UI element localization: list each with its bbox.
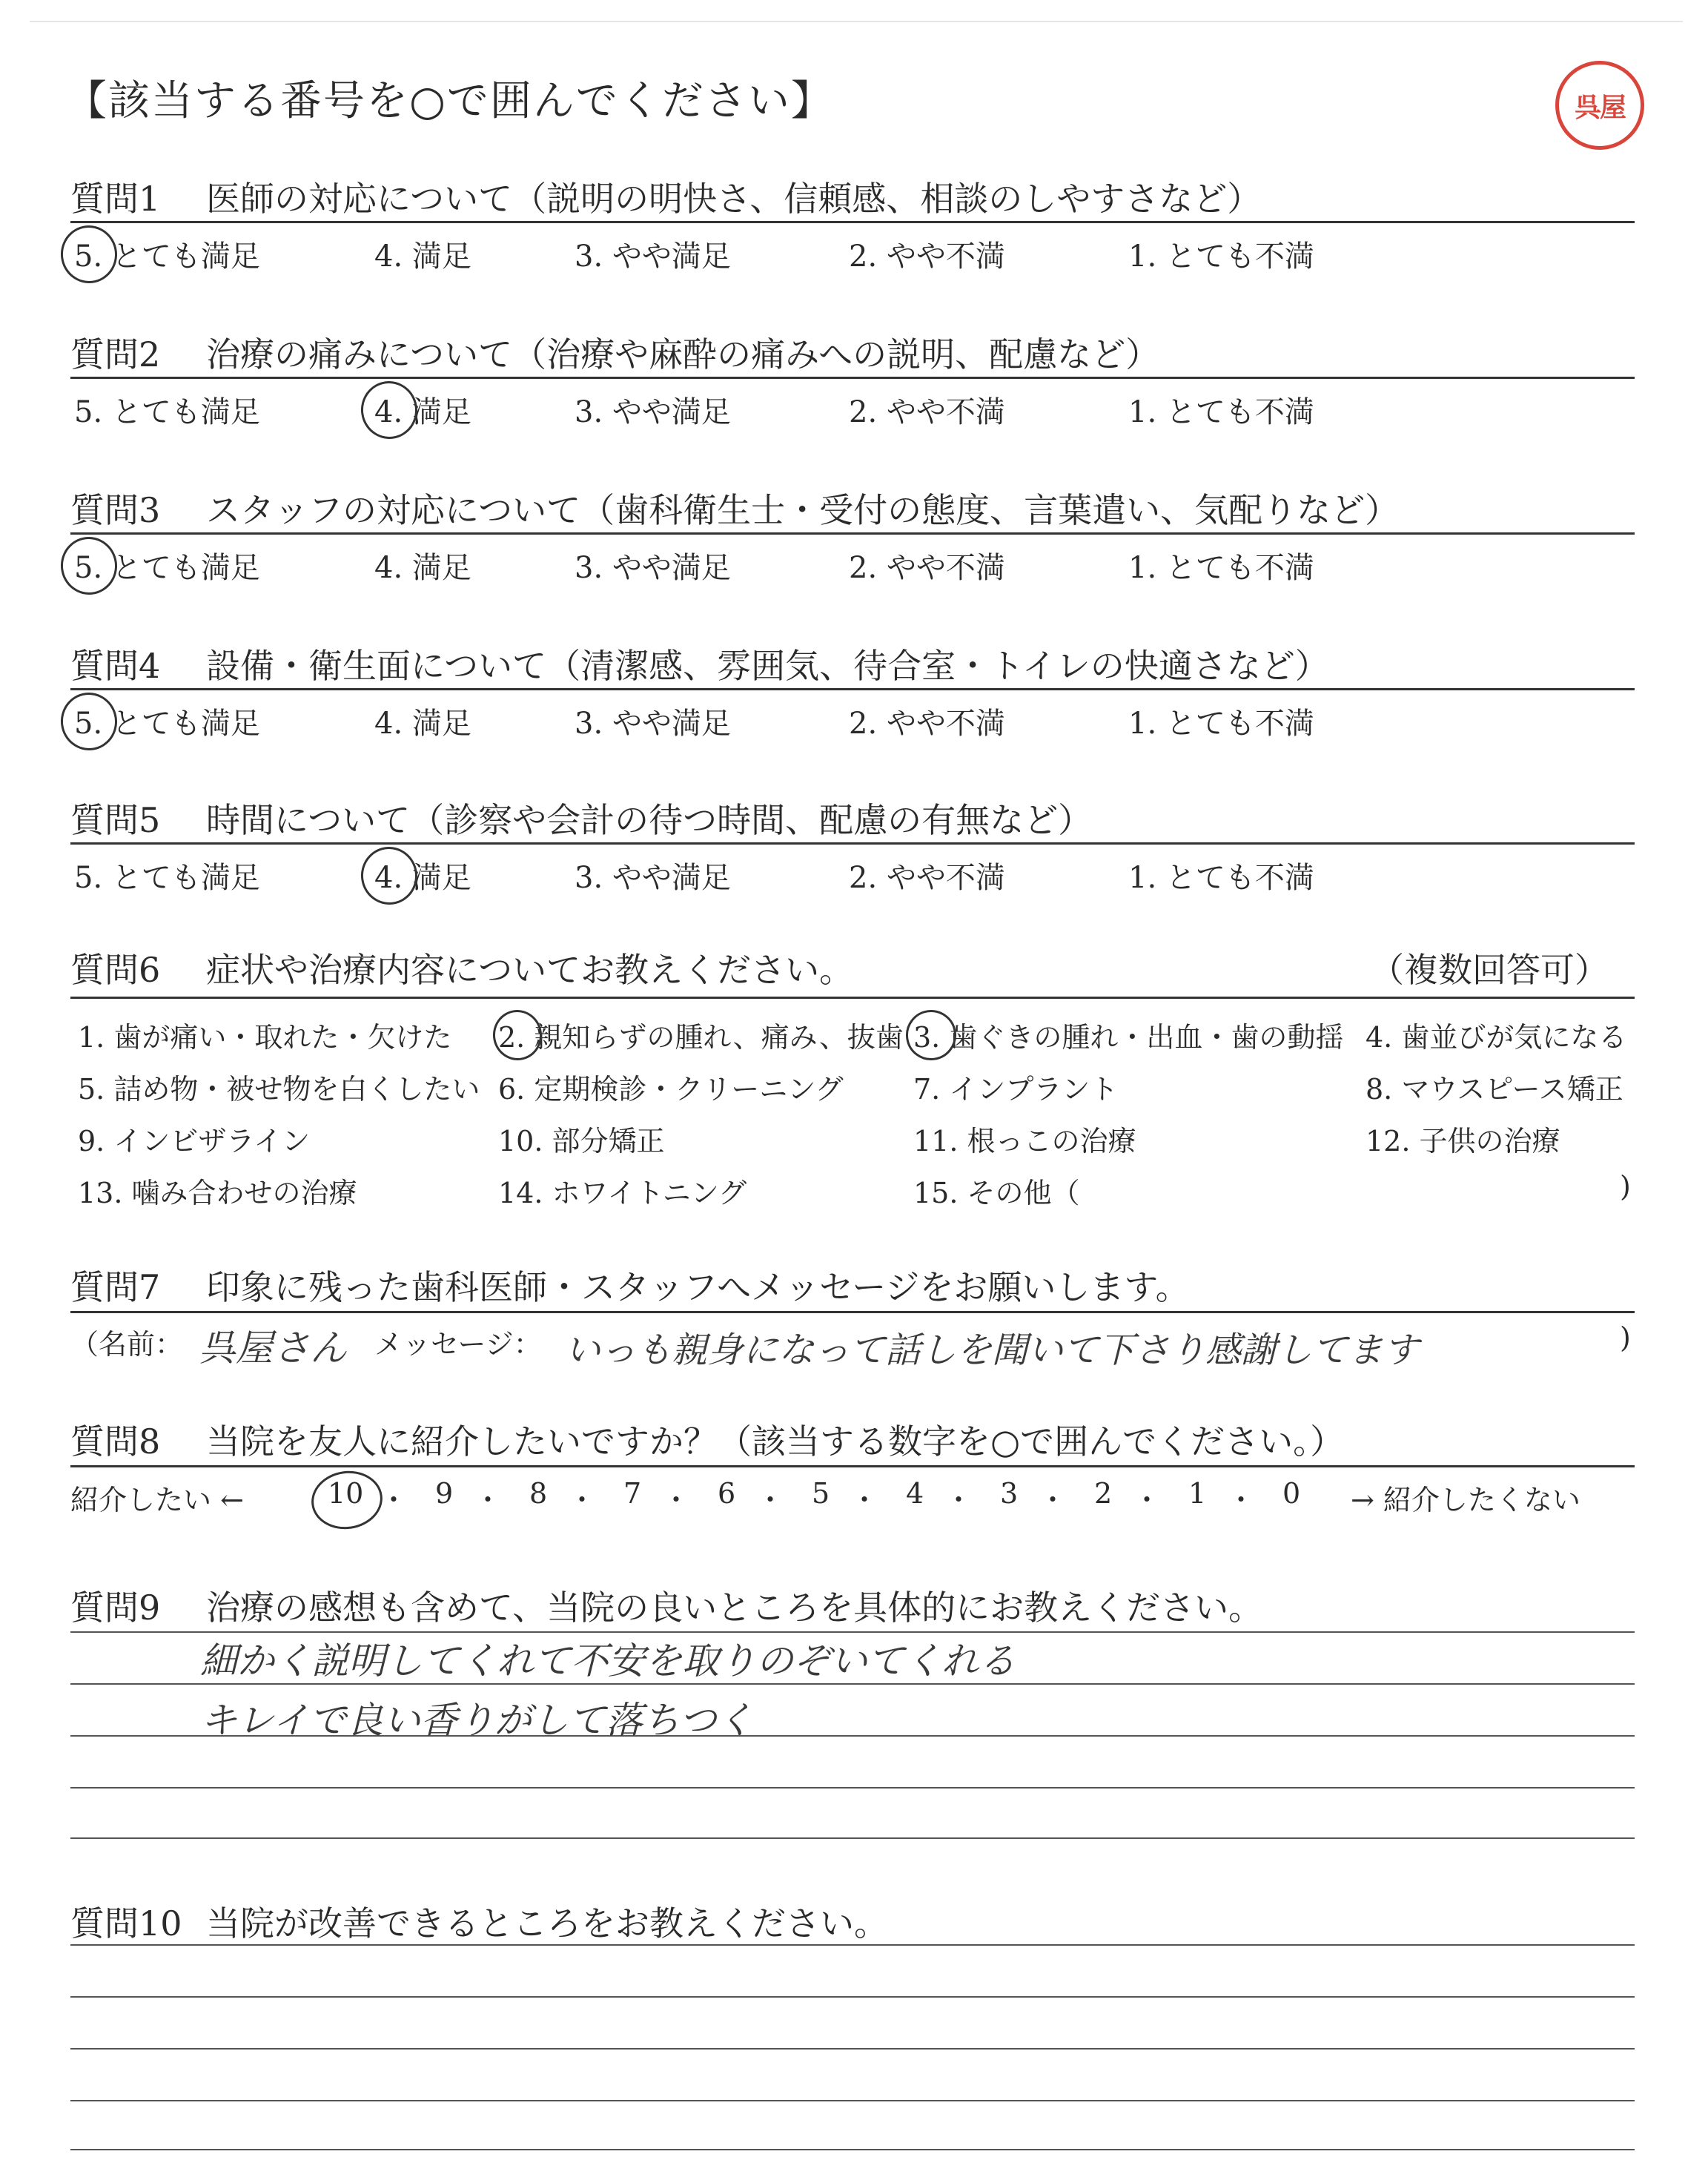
q4-option-1[interactable]: 1. とても不満 bbox=[1128, 707, 1314, 741]
q5-text: 時間について（診察や会計の待つ時間、配慮の有無など） bbox=[206, 800, 1093, 840]
q5-option-3[interactable]: 3. やや満足 bbox=[575, 861, 731, 895]
q6-option-9[interactable]: 9. インビザライン bbox=[78, 1125, 311, 1157]
q9-line-5 bbox=[70, 1837, 1635, 1839]
q8-scale-5[interactable]: 5 bbox=[812, 1477, 830, 1510]
q6-option-2[interactable]: 2. 親知らずの腫れ、痛み、抜歯 bbox=[498, 1021, 904, 1054]
q8-scale-dot: ・ bbox=[850, 1484, 879, 1516]
q7-close: ) bbox=[1620, 1321, 1631, 1354]
q9-text: 治療の感想も含めて、当院の良いところを具体的にお教えください。 bbox=[206, 1588, 1263, 1628]
q8-scale-dot: ・ bbox=[662, 1484, 691, 1516]
q8-scale-dot: ・ bbox=[1133, 1484, 1162, 1516]
q2-rule bbox=[70, 377, 1635, 379]
q8-selected-circle bbox=[308, 1467, 386, 1534]
q1-rule bbox=[70, 221, 1635, 223]
q4-option-5[interactable]: 5. とても満足 bbox=[74, 707, 260, 741]
q8-label: 質問8 bbox=[70, 1421, 161, 1462]
q7-message-value[interactable]: いっも親身になって話しを聞いて下さり感謝してます bbox=[565, 1330, 1420, 1371]
q8-scale-dot: ・ bbox=[944, 1484, 973, 1516]
q6-option-3[interactable]: 3. 歯ぐきの腫れ・出血・歯の動揺 bbox=[913, 1021, 1344, 1054]
q8-scale-dot: ・ bbox=[380, 1484, 408, 1516]
q1-option-4[interactable]: 4. 満足 bbox=[374, 240, 471, 274]
q3-option-2[interactable]: 2. やや不満 bbox=[849, 551, 1005, 585]
q6-option-8[interactable]: 8. マウスピース矯正 bbox=[1366, 1073, 1623, 1106]
q2-selected-circle bbox=[357, 377, 421, 443]
q6-label: 質問6 bbox=[70, 950, 161, 990]
q1-label: 質問1 bbox=[70, 179, 161, 219]
q3-label: 質問3 bbox=[70, 490, 161, 530]
q1-option-1[interactable]: 1. とても不満 bbox=[1128, 240, 1314, 274]
q4-text: 設備・衛生面について（清潔感、雰囲気、待合室・トイレの快適さなど） bbox=[206, 646, 1329, 686]
q9-answer-1[interactable]: 細かく説明してくれて不安を取りのぞいてくれる bbox=[200, 1639, 1016, 1682]
q6-option-14[interactable]: 14. ホワイトニング bbox=[498, 1177, 747, 1209]
q6-option-7[interactable]: 7. インプラント bbox=[913, 1073, 1119, 1106]
q2-option-5[interactable]: 5. とても満足 bbox=[74, 395, 260, 429]
q6-option-13[interactable]: 13. 噛み合わせの治療 bbox=[78, 1177, 357, 1209]
q4-label: 質問4 bbox=[70, 646, 161, 686]
q8-scale-dot: ・ bbox=[474, 1484, 503, 1516]
top-edge-line bbox=[30, 21, 1683, 22]
q5-option-2[interactable]: 2. やや不満 bbox=[849, 861, 1005, 895]
q5-selected-circle bbox=[357, 843, 421, 908]
q10-label: 質問10 bbox=[70, 1903, 182, 1943]
q4-rule bbox=[70, 688, 1635, 690]
q3-option-1[interactable]: 1. とても不満 bbox=[1128, 551, 1314, 585]
q2-option-2[interactable]: 2. やや不満 bbox=[849, 395, 1005, 429]
q7-name-value[interactable]: 呉屋さん bbox=[199, 1327, 347, 1370]
q10-text: 当院が改善できるところをお教えください。 bbox=[206, 1903, 888, 1943]
q6-note: （複数回答可） bbox=[1370, 950, 1609, 990]
q8-scale-2[interactable]: 2 bbox=[1094, 1477, 1113, 1510]
q6-option-15[interactable]: 15. その他（ bbox=[913, 1177, 1080, 1209]
q6-option-5[interactable]: 5. 詰め物・被せ物を白くしたい bbox=[78, 1073, 480, 1106]
q8-scale-3[interactable]: 3 bbox=[1000, 1477, 1019, 1510]
q8-scale-dot: ・ bbox=[568, 1484, 597, 1516]
q3-option-5[interactable]: 5. とても満足 bbox=[74, 551, 260, 585]
q8-scale-1[interactable]: 1 bbox=[1188, 1477, 1207, 1510]
q8-scale-6[interactable]: 6 bbox=[718, 1477, 736, 1510]
q10-line-1 bbox=[70, 1944, 1635, 1946]
q8-scale-dot: ・ bbox=[756, 1484, 785, 1516]
q6-option-10[interactable]: 10. 部分矯正 bbox=[498, 1125, 665, 1157]
q6-option-11[interactable]: 11. 根っこの治療 bbox=[913, 1125, 1136, 1157]
q8-scale-7[interactable]: 7 bbox=[623, 1477, 642, 1510]
q1-option-5[interactable]: 5. とても満足 bbox=[74, 240, 260, 274]
q3-option-4[interactable]: 4. 満足 bbox=[374, 551, 471, 585]
q8-scale-dot: ・ bbox=[1227, 1484, 1256, 1516]
q2-option-1[interactable]: 1. とても不満 bbox=[1128, 395, 1314, 429]
q8-right-label: → 紹介したくない bbox=[1351, 1484, 1580, 1516]
q10-line-4 bbox=[70, 2100, 1635, 2101]
q8-scale-8[interactable]: 8 bbox=[529, 1477, 548, 1510]
q1-option-3[interactable]: 3. やや満足 bbox=[575, 240, 731, 274]
q6-rule bbox=[70, 997, 1635, 999]
q5-option-5[interactable]: 5. とても満足 bbox=[74, 861, 260, 895]
q1-option-2[interactable]: 2. やや不満 bbox=[849, 240, 1005, 274]
q3-selected-circle bbox=[57, 533, 121, 598]
q9-label: 質問9 bbox=[70, 1588, 161, 1628]
q6-option-12[interactable]: 12. 子供の治療 bbox=[1366, 1125, 1560, 1157]
q4-option-3[interactable]: 3. やや満足 bbox=[575, 707, 731, 741]
q5-option-4[interactable]: 4. 満足 bbox=[374, 861, 471, 895]
q8-scale-0[interactable]: 0 bbox=[1282, 1477, 1301, 1510]
q6-text: 症状や治療内容についてお教えください。 bbox=[206, 950, 854, 990]
q3-option-3[interactable]: 3. やや満足 bbox=[575, 551, 731, 585]
q5-option-1[interactable]: 1. とても不満 bbox=[1128, 861, 1314, 895]
q7-name-label: （名前： bbox=[70, 1328, 184, 1361]
seal-stamp: 呉屋 bbox=[1555, 61, 1644, 150]
q6-option-1[interactable]: 1. 歯が痛い・取れた・欠けた bbox=[78, 1021, 452, 1054]
q6-other-close: ) bbox=[1620, 1170, 1631, 1203]
q10-line-5 bbox=[70, 2149, 1635, 2150]
q5-label: 質問5 bbox=[70, 800, 161, 840]
q8-scale-dot: ・ bbox=[1039, 1484, 1068, 1516]
q10-line-3 bbox=[70, 2048, 1635, 2050]
q2-option-3[interactable]: 3. やや満足 bbox=[575, 395, 731, 429]
q7-message-label: メッセージ： bbox=[374, 1328, 542, 1361]
q8-scale-4[interactable]: 4 bbox=[906, 1477, 924, 1510]
q8-text: 当院を友人に紹介したいですか？（該当する数字を○で囲んでください。） bbox=[206, 1421, 1345, 1462]
q6-option-6[interactable]: 6. 定期検診・クリーニング bbox=[498, 1073, 844, 1106]
q3-text: スタッフの対応について（歯科衛生士・受付の態度、言葉遣い、気配りなど） bbox=[206, 490, 1400, 530]
q2-text: 治療の痛みについて（治療や麻酔の痛みへの説明、配慮など） bbox=[206, 334, 1160, 374]
q2-label: 質問2 bbox=[70, 334, 161, 374]
q4-option-4[interactable]: 4. 満足 bbox=[374, 707, 471, 741]
q3-rule bbox=[70, 532, 1635, 535]
q7-text: 印象に残った歯科医師・スタッフへメッセージをお願いします。 bbox=[206, 1267, 1190, 1307]
q5-rule bbox=[70, 842, 1635, 845]
q9-line-4 bbox=[70, 1787, 1635, 1789]
q8-rule bbox=[70, 1465, 1635, 1467]
q4-option-2[interactable]: 2. やや不満 bbox=[849, 707, 1005, 741]
q8-scale-10[interactable]: 10 bbox=[328, 1477, 364, 1510]
page-title: 【該当する番号を○で囲んでください】 bbox=[65, 77, 834, 125]
q8-scale-9[interactable]: 9 bbox=[435, 1477, 454, 1510]
q8-left-label: 紹介したい ← bbox=[70, 1484, 244, 1516]
q6-option-4[interactable]: 4. 歯並びが気になる bbox=[1366, 1021, 1627, 1054]
q9-answer-2[interactable]: キレイで良い香りがして落ちつく bbox=[200, 1699, 754, 1742]
q4-selected-circle bbox=[57, 689, 121, 754]
q7-label: 質問7 bbox=[70, 1267, 161, 1307]
q1-selected-circle bbox=[57, 222, 121, 287]
q2-option-4[interactable]: 4. 満足 bbox=[374, 395, 471, 429]
q1-text: 医師の対応について（説明の明快さ、信頼感、相談のしやすさなど） bbox=[206, 179, 1262, 219]
q10-line-2 bbox=[70, 1996, 1635, 1998]
q7-rule bbox=[70, 1311, 1635, 1313]
